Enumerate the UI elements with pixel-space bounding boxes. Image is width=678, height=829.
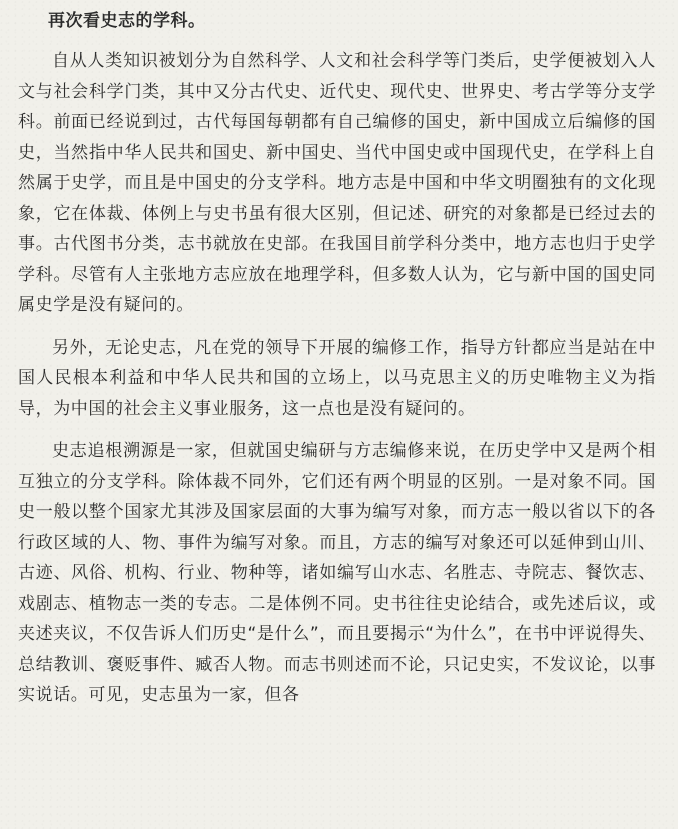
section-heading: 再次看史志的学科。 [48, 11, 206, 31]
paragraph-discipline-classification: 自从人类知识被划分为自然科学、人文和社会科学等门类后，史学便被划入人文与社会科学门类，其中又分古代史、近代史、现代史、世界史、考古学等分支学科。前面已经说到过，古代每国每朝都有自己编修的国史，新中国成立后编修的国史，当然指中华人民共和国史、新中国史、当代中国史或中国现代史，在学科上自然属于史学，而且是中国史的分支学科。地方志是中国和中华文明圈独有的文化现象，它在体裁、体例上与史书虽有很大区别，但记述、研究的对象都是已经过去的事。古代图书分类，志书就放在史部。在我国目前学科分类中，地方志也归于史学学科。尽管有人主张地方志应放在地理学科，但多数人认为，它与新中国的国史同属史学是没有疑问的。 [18, 51, 656, 315]
paragraph-differences: 史志追根溯源是一家，但就国史编研与方志编修来说，在历史学中又是两个相互独立的分支学科。除体裁不同外，它们还有两个明显的区别。一是对象不同。国史一般以整个国家尤其涉及国家层面的大事为编写对象，而方志一般以省以下的各行政区域的人、物、事件为编写对象。而且，方志的编写对象还可以延伸到山川、古迹、风俗、机构、行业、物种等，诸如编写山水志、名胜志、寺院志、餐饮志、戏剧志、植物志一类的专志。二是体例不同。史书往往史论结合，或先述后议，或夹述夹议，不仅告诉人们历史“是什么”，而且要揭示“为什么”，在书中评说得失、总结教训、褒贬事件、臧否人物。而志书则述而不论，只记史实，不发议论，以事实说话。可见，史志虽为一家，但各 [18, 441, 656, 705]
paragraph-guiding-principle: 另外，无论史志，凡在党的领导下开展的编修工作，指导方针都应当是站在中国人民根本利益和中华人民共和国的立场上，以马克思主义的历史唯物主义为指导，为中国的社会主义事业服务，这一点也是没有疑问的。 [18, 337, 656, 419]
